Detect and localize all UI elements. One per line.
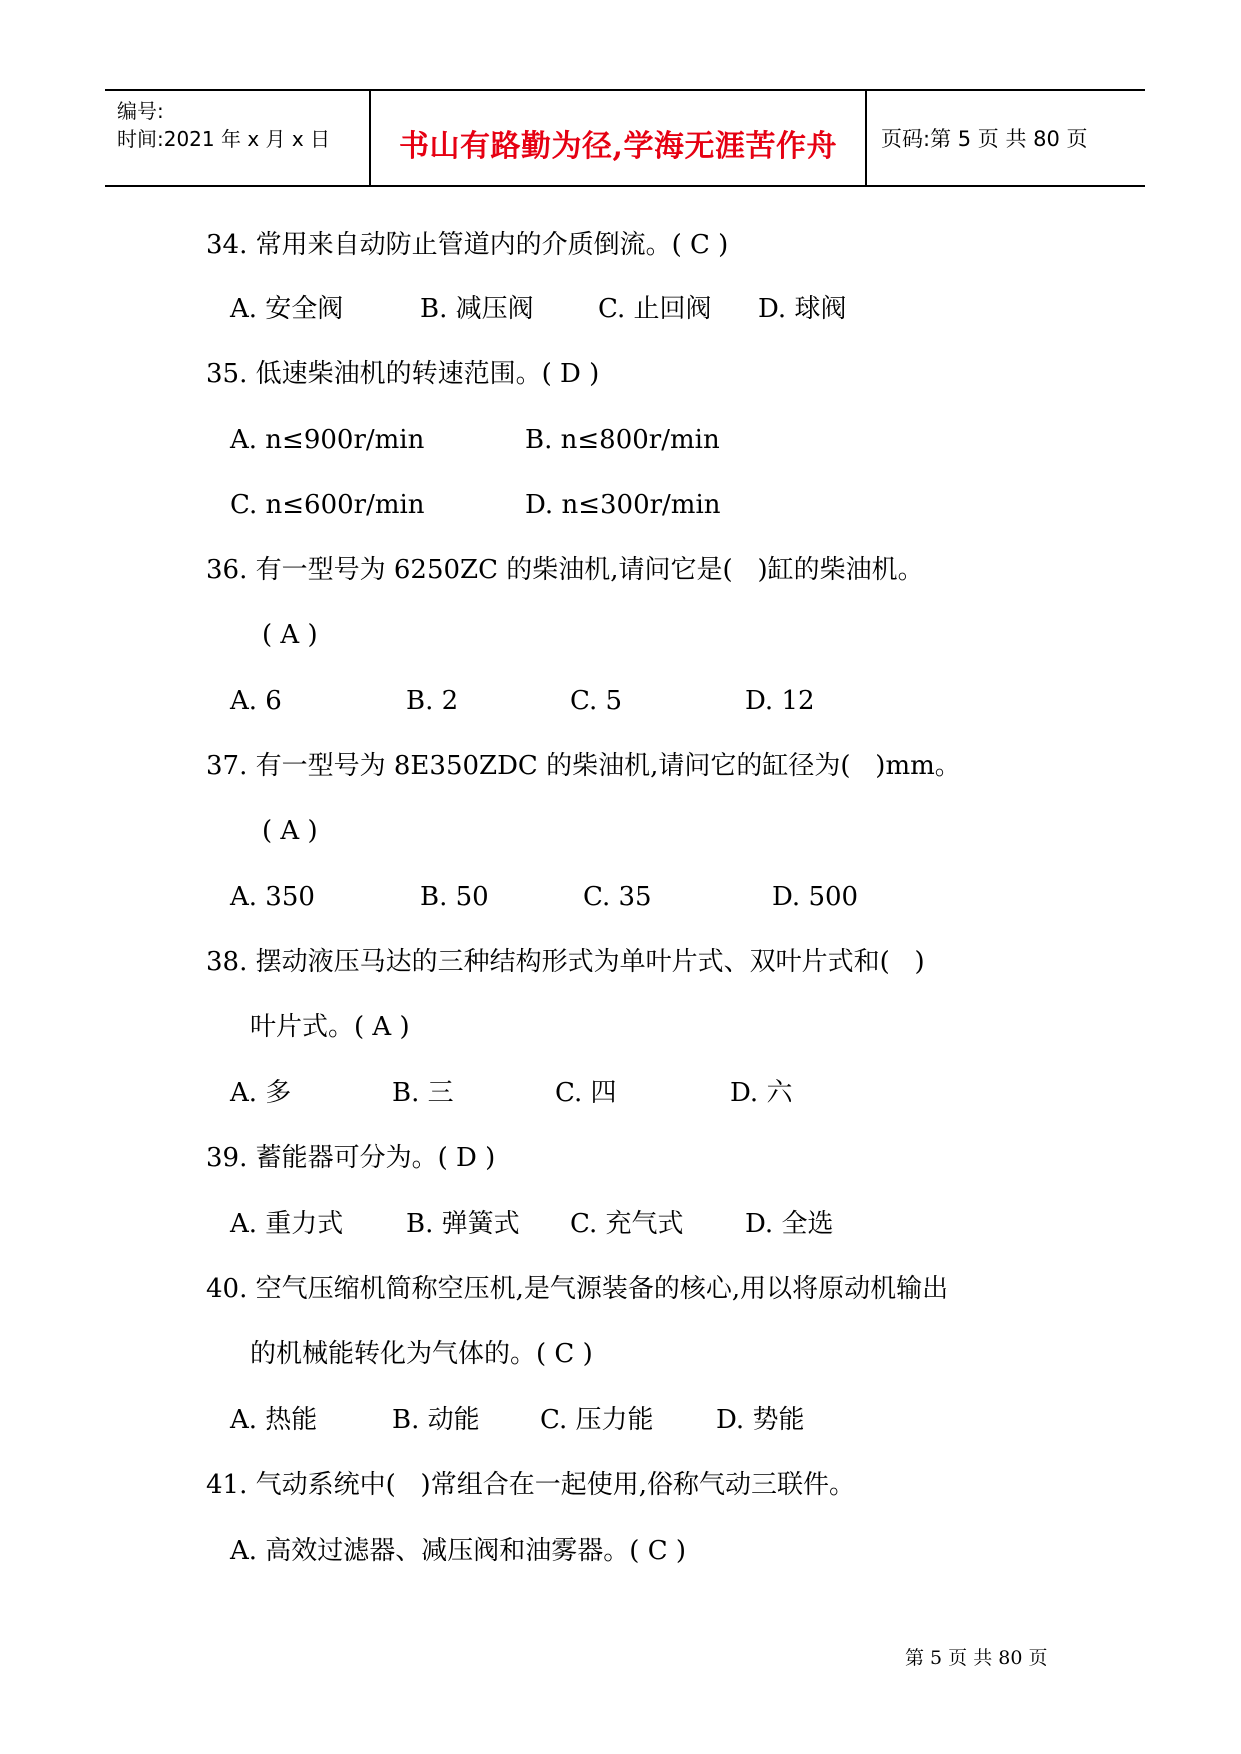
- question-stem-cont: 叶片式。( A ): [250, 1012, 410, 1042]
- header-meta-cell: [105, 91, 371, 185]
- option: C. 四: [555, 1078, 617, 1108]
- question-stem: 36. 有一型号为 6250ZC 的柴油机,请问它是( )缸的柴油机。: [206, 555, 924, 585]
- answer-line: ( A ): [262, 620, 318, 650]
- option: C. 止回阀: [598, 294, 712, 324]
- option: A. 安全阀: [230, 294, 344, 324]
- page-code: 页码:第 5 页 共 80 页: [881, 127, 1088, 151]
- option: D. 全选: [745, 1209, 834, 1239]
- option: A. 多: [230, 1078, 292, 1108]
- option: A. 350: [230, 882, 315, 912]
- motto: 书山有路勤为径,学海无涯苦作舟: [399, 129, 837, 164]
- option: A. 高效过滤器、减压阀和油雾器。( C ): [230, 1536, 687, 1566]
- question-stem: 35. 低速柴油机的转速范围。( D ): [206, 359, 600, 389]
- option: B. 动能: [392, 1405, 480, 1435]
- option: B. 弹簧式: [406, 1209, 520, 1239]
- number-label: 编号:: [117, 99, 164, 123]
- option: B. 2: [406, 686, 459, 716]
- page-footer: 第 5 页 共 80 页: [905, 1647, 1048, 1669]
- option: D. 500: [772, 882, 859, 912]
- time-label: 时间:2021 年 x 月 x 日: [117, 127, 331, 151]
- option: B. 减压阀: [420, 294, 534, 324]
- question-stem: 40. 空气压缩机简称空压机,是气源装备的核心,用以将原动机输出: [206, 1274, 949, 1304]
- header-motto-cell: [371, 91, 867, 185]
- question-stem: 37. 有一型号为 8E350ZDC 的柴油机,请问它的缸径为( )mm。: [206, 751, 961, 781]
- question-stem-cont: 的机械能转化为气体的。( C ): [250, 1339, 593, 1369]
- option: D. 球阀: [758, 294, 847, 324]
- option: B. n≤800r/min: [525, 425, 720, 455]
- question-stem: 34. 常用来自动防止管道内的介质倒流。( C ): [206, 230, 729, 260]
- option: A. 6: [230, 686, 282, 716]
- option: C. 5: [570, 686, 623, 716]
- page-header: [105, 89, 1145, 187]
- question-stem: 41. 气动系统中( )常组合在一起使用,俗称气动三联件。: [206, 1470, 855, 1500]
- header-page-cell: [867, 91, 1145, 185]
- option: C. n≤600r/min: [230, 490, 425, 520]
- option: C. 压力能: [540, 1405, 654, 1435]
- question-stem: 39. 蓄能器可分为。( D ): [206, 1143, 496, 1173]
- option: B. 三: [392, 1078, 454, 1108]
- option: B. 50: [420, 882, 489, 912]
- option: C. 充气式: [570, 1209, 684, 1239]
- option: D. n≤300r/min: [525, 490, 721, 520]
- option: A. 重力式: [230, 1209, 344, 1239]
- option: A. 热能: [230, 1405, 318, 1435]
- answer-line: ( A ): [262, 816, 318, 846]
- option: C. 35: [583, 882, 652, 912]
- option: D. 12: [745, 686, 815, 716]
- option: D. 六: [730, 1078, 793, 1108]
- question-stem: 38. 摆动液压马达的三种结构形式为单叶片式、双叶片式和( ): [206, 947, 925, 977]
- option: A. n≤900r/min: [230, 425, 425, 455]
- option: D. 势能: [716, 1405, 805, 1435]
